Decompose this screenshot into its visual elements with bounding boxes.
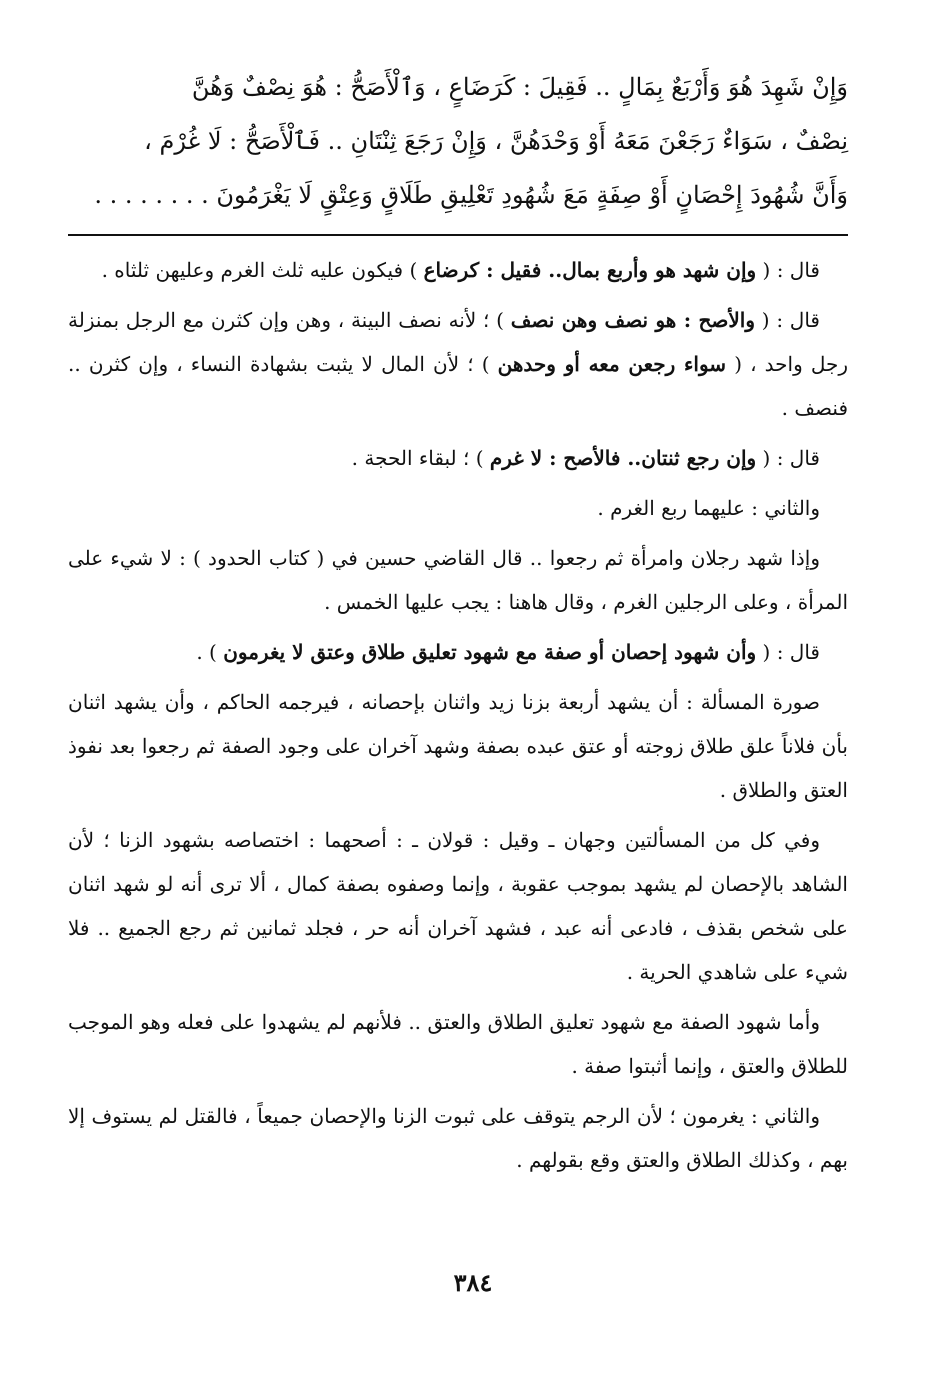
sharh-paragraph-2 xyxy=(68,298,848,430)
text-run: قال : ( xyxy=(762,258,820,282)
quoted-matn: وإن رجع ثنتان.. فالأصح : لا غرم xyxy=(489,446,757,470)
quoted-matn: وإن شهد هو وأربع بمال.. فقيل : كرضاع xyxy=(423,258,757,282)
quoted-matn: وأن شهود إحصان أو صفة مع شهود تعليق طلاق وعتق لا يغرمون xyxy=(223,640,757,664)
sharh-paragraph-3 xyxy=(68,436,848,480)
sharh-paragraph-8: وفي كل من المسألتين وجهان ـ وقيل : قولان ـ : أصحهما : اختصاصه بشهود الزنا ؛ لأن الشاهد بالإحصان لم يشهد بموجب عقوبة ، وإنما وصفوه بصفة كمال ، ألا ترى أنه لو شهد اثنان على شخص بقذف ، فادعى أنه عبد ، فشهد آخران أنه حر ، فجلد ثمانين ثم رجع الجميع .. فلا شيء على شاهدي الحرية . xyxy=(68,828,848,984)
text-run: ) فيكون عليه ثلث الغرم وعليهن ثلثاه . xyxy=(101,258,418,282)
sharh-paragraph-4: والثاني : عليهما ربع الغرم . xyxy=(597,496,820,520)
text-run: ) ؛ لبقاء الحجة . xyxy=(351,446,484,470)
text-run: ) ؛ لأن المال لا يثبت بشهادة النساء ، وإن كثرن .. فنصف . xyxy=(68,352,848,420)
sharh-paragraph-1 xyxy=(68,248,848,292)
sharh-block xyxy=(68,248,848,1188)
matn-line-1: وَإِنْ شَهِدَ هُوَ وَأَرْبَعٌ بِمَالٍ .. فَقِيلَ : كَرَضَاعٍ ، وَٱلْأَصَحُّ : هُوَ نِصْفٌ وَهُنَّ xyxy=(191,73,848,101)
sharh-paragraph-9: وأما شهود الصفة مع شهود تعليق الطلاق والعتق .. فلأنهم لم يشهدوا على فعله وهو الموجب للطلاق والعتق ، وإنما أثبتوا صفة . xyxy=(68,1010,848,1078)
text-run: قال : ( xyxy=(762,640,820,664)
matn-text xyxy=(68,60,848,222)
text-run: قال : ( xyxy=(762,446,820,470)
matn-block xyxy=(68,60,848,222)
quoted-matn: سواء رجعن معه أو وحدهن xyxy=(497,352,727,376)
sharh-paragraph-5: وإذا شهد رجلان وامرأة ثم رجعوا .. قال القاضي حسين في ( كتاب الحدود ) : لا شيء على المرأة ، وعلى الرجلين الغرم ، وقال هاهنا : يجب عليها الخمس . xyxy=(68,546,848,614)
text-run: قال : ( xyxy=(761,308,820,332)
separator-rule xyxy=(68,234,848,236)
page-number: ٣٨٤ xyxy=(453,1268,493,1297)
text-run: ) . xyxy=(196,640,217,664)
sharh-paragraph-6 xyxy=(68,630,848,674)
matn-line-3: وَأَنَّ شُهُودَ إِحْصَانٍ أَوْ صِفَةٍ مَعَ شُهُودِ تَعْلِيقِ طَلَاقٍ وَعِتْقٍ لَا يَغْرَمُونَ . . . . . . . . xyxy=(94,181,848,209)
sharh-paragraph-7: صورة المسألة : أن يشهد أربعة بزنا زيد واثنان بإحصانه ، فيرجمه الحاكم ، وأن يشهد اثنان بأن فلاناً علق طلاق زوجته أو عتق عبده بصفة وشهد آخران على وجود الصفة ثم رجعوا بعد نفوذ العتق والطلاق . xyxy=(68,690,848,802)
sharh-paragraph-10: والثاني : يغرمون ؛ لأن الرجم يتوقف على ثبوت الزنا والإحصان جميعاً ، فالقتل لم يستوف إلا بهم ، وكذلك الطلاق والعتق وقع بقولهم . xyxy=(68,1104,848,1172)
text-run: ) ؛ لأنه نصف البينة ، وهن وإن كثرن مع الرجل بمنزلة رجل واحد ، ( xyxy=(68,308,849,376)
matn-line-2: نِصْفٌ ، سَوَاءٌ رَجَعْنَ مَعَهُ أَوْ وَحْدَهُنَّ ، وَإِنْ رَجَعَ ثِنْتَانِ .. فَٱلْأَصَحُّ : لَا غُرْمَ ، xyxy=(144,127,848,155)
quoted-matn: والأصح : هو نصف وهن نصف xyxy=(510,308,755,332)
